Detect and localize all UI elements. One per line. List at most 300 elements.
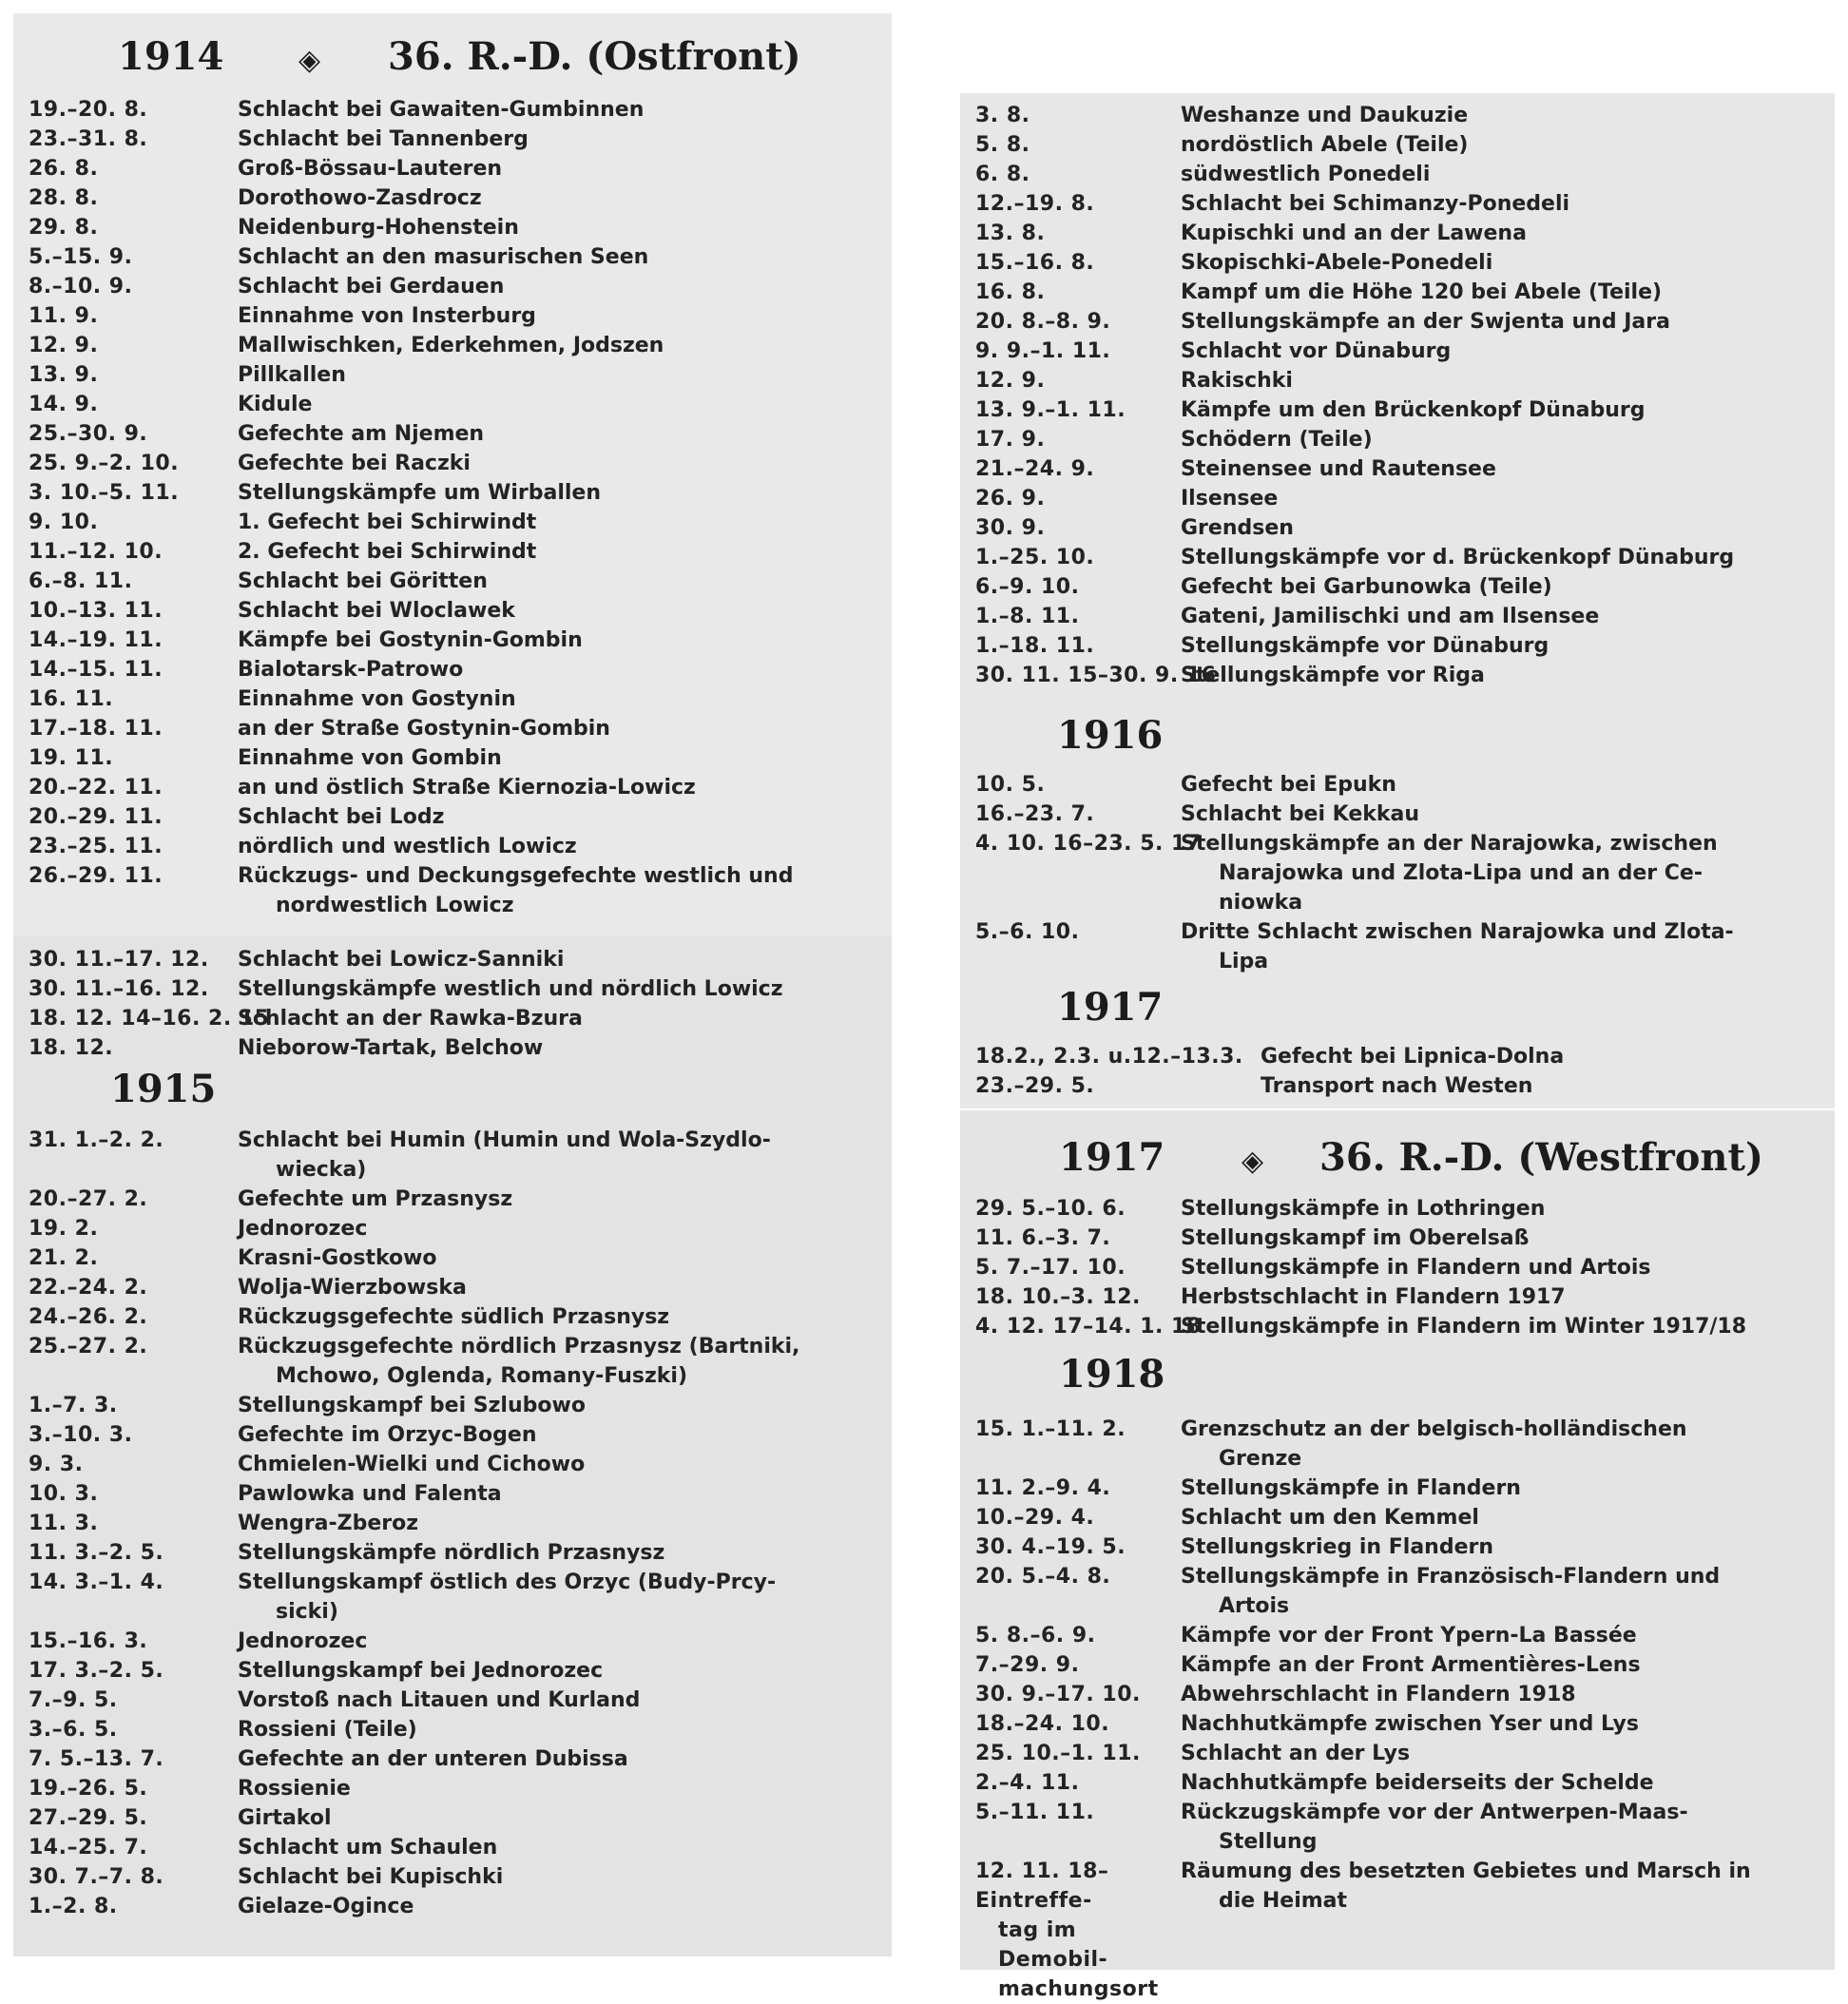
entry-event-text: Gefechte am Njemen: [238, 422, 485, 446]
entry-event: [238, 183, 867, 213]
entry-event: [1181, 425, 1819, 454]
entry-event-text: Stellungskämpfe in Flandern: [1181, 1476, 1521, 1500]
entry-event: [1181, 1650, 1819, 1680]
entry-date: 5.–6. 10.: [975, 920, 1080, 944]
entry-date: 31. 1.–2. 2.: [29, 1128, 164, 1152]
entry-row: [975, 661, 1819, 690]
entry-event-text: Schlacht an der Lys: [1181, 1742, 1411, 1765]
entry-date: 15.–16. 3.: [29, 1629, 148, 1653]
entry-event-text: Wengra-Zberoz: [238, 1512, 419, 1535]
entry-event: [238, 1302, 869, 1332]
entry-event: [1181, 1253, 1819, 1282]
entry-event-text: Girtakol: [238, 1806, 332, 1830]
entry-event: [238, 301, 867, 331]
entry-event: [238, 1273, 869, 1302]
entry-row: [975, 219, 1819, 248]
entry-event: [238, 1656, 869, 1686]
entry-date: 26. 8.: [29, 157, 99, 181]
entry-event-text: Grenzschutz an der belgisch-holländischen: [1181, 1417, 1687, 1441]
entry-date: 19. 2.: [29, 1217, 99, 1241]
entry-date: 28. 8.: [29, 186, 99, 210]
entry-row: [29, 1715, 869, 1744]
entry-event: [238, 272, 867, 301]
entry-event: [238, 449, 867, 478]
entry-event-text: Stellungskämpfe in Französisch-Flandern und: [1181, 1565, 1721, 1589]
entry-event: [238, 1004, 869, 1033]
entry-row: [975, 631, 1819, 661]
year-heading: 1915: [110, 1067, 217, 1111]
entry-event: [1181, 1680, 1819, 1709]
entry-row: [29, 1479, 869, 1509]
entry-event-text: Stellungskämpfe nördlich Przasnysz: [238, 1541, 665, 1565]
entry-list: [29, 1126, 869, 1921]
entry-row: [975, 366, 1819, 395]
entry-row: [29, 125, 867, 154]
entry-row: [29, 1332, 869, 1391]
entry-event: [238, 1243, 869, 1273]
entry-list: [975, 770, 1819, 976]
entry-row: [975, 1768, 1819, 1798]
entry-row: [29, 802, 867, 832]
entry-row: [975, 1562, 1819, 1621]
entry-date: 4. 10. 16–23. 5. 17: [975, 832, 1202, 856]
entry-event: [238, 945, 869, 974]
entry-row: [29, 360, 867, 390]
entry-event: [238, 1862, 869, 1892]
entry-event-continuation: nordwestlich Lowicz: [276, 894, 514, 917]
entry-event-text: Stellungskämpfe vor d. Brückenkopf Dünaburg: [1181, 546, 1735, 569]
entry-event: [238, 832, 867, 861]
entry-event-text: Transport nach Westen: [1261, 1074, 1533, 1098]
entry-row: [29, 945, 869, 974]
entry-row: [975, 395, 1819, 425]
entry-row: [29, 478, 867, 508]
entry-row: [29, 743, 867, 773]
entry-event-text: Gefechte an der unteren Dubissa: [238, 1747, 628, 1771]
entry-row: [975, 1621, 1819, 1650]
entry-event: [1181, 1282, 1819, 1312]
entry-row: [29, 1033, 869, 1063]
entry-date: 5.–11. 11.: [975, 1801, 1095, 1824]
entry-event: [238, 390, 867, 419]
entry-event-text: Schlacht bei Göritten: [238, 569, 488, 593]
entry-date: 11. 3.: [29, 1512, 99, 1535]
entry-event: [238, 1715, 869, 1744]
entry-date: 5.–15. 9.: [29, 245, 133, 269]
entry-row: [975, 1253, 1819, 1282]
entry-event: [1181, 278, 1819, 307]
entry-event-text: Pawlowka und Falenta: [238, 1482, 502, 1506]
entry-row: [29, 301, 867, 331]
entry-row: [29, 449, 867, 478]
entry-event: [1181, 1798, 1819, 1857]
entry-date: 12. 9.: [29, 334, 99, 357]
entry-date: 11.–12. 10.: [29, 540, 164, 564]
entry-date: 11. 2.–9. 4.: [975, 1476, 1111, 1500]
entry-row: [975, 1312, 1819, 1341]
entry-row: [29, 1214, 869, 1243]
entry-event: [1181, 572, 1819, 602]
entry-date: 9. 9.–1. 11.: [975, 339, 1111, 363]
year-heading: 1918: [1059, 1352, 1165, 1397]
entry-row: [29, 272, 867, 301]
entry-date: 10.–29. 4.: [975, 1506, 1095, 1530]
panel-ostfront-1915: [13, 935, 892, 1956]
entry-event: [238, 478, 867, 508]
entry-event: [238, 1774, 869, 1803]
entry-event: [238, 95, 867, 125]
entry-date: 20.–27. 2.: [29, 1187, 148, 1211]
panel-ostfront-1915-1917: [960, 93, 1835, 1108]
entry-event: [1181, 1621, 1819, 1650]
entry-event-text: Jednorozec: [238, 1217, 368, 1241]
entry-row: [29, 95, 867, 125]
diamond-icon: ◈: [1242, 1145, 1264, 1178]
entry-event-text: Schlacht bei Kupischki: [238, 1865, 504, 1889]
entry-date: 23.–31. 8.: [29, 127, 148, 151]
entry-date: 1.–2. 8.: [29, 1895, 118, 1918]
entry-row: [975, 602, 1819, 631]
entry-event: [1181, 1415, 1819, 1474]
entry-date: [975, 1857, 1173, 2004]
entry-event: [238, 1744, 869, 1774]
entry-row: [975, 454, 1819, 484]
entry-event-continuation: Artois: [1219, 1594, 1290, 1618]
entry-event-text: Stellungskämpfe vor Dünaburg: [1181, 634, 1550, 658]
entry-event: [1181, 543, 1819, 572]
entry-list: [975, 1194, 1819, 1341]
entry-row: [29, 1391, 869, 1420]
entry-event-text: Dritte Schlacht zwischen Narajowka und Zlota-: [1181, 920, 1734, 944]
entry-event-text: Kidule: [238, 393, 313, 416]
entry-event: [238, 1391, 869, 1420]
entry-event: [238, 1833, 869, 1862]
entry-event-text: an und östlich Straße Kiernozia-Lowicz: [238, 776, 696, 800]
entry-date: 22.–24. 2.: [29, 1276, 148, 1300]
entry-event-continuation: Grenze: [1219, 1447, 1302, 1471]
entry-event: [1181, 602, 1819, 631]
entry-event-text: Schlacht bei Lodz: [238, 805, 445, 829]
entry-event-text: Kämpfe bei Gostynin-Gombin: [238, 628, 583, 652]
entry-date: 19. 11.: [29, 746, 114, 770]
entry-event-text: Neidenburg-Hohenstein: [238, 216, 519, 240]
entry-event-text: Gielaze-Ogince: [238, 1895, 414, 1918]
entry-date: 18. 12.: [29, 1036, 114, 1060]
entry-date: 30. 7.–7. 8.: [29, 1865, 164, 1889]
entry-row: [975, 1071, 1819, 1101]
entry-row: [29, 154, 867, 183]
entry-date: 14. 3.–1. 4.: [29, 1570, 164, 1594]
entry-event: [1181, 1709, 1819, 1739]
entry-row: [29, 508, 867, 537]
entry-event: [238, 974, 869, 1004]
entry-row: [975, 543, 1819, 572]
entry-event-text: Stellungskampf im Oberelsaß: [1181, 1226, 1530, 1250]
entry-event: [238, 1892, 869, 1921]
entry-event-text: Rakischki: [1181, 369, 1293, 393]
entry-event: [238, 508, 867, 537]
entry-row: [975, 1857, 1819, 2001]
entry-date: 9. 10.: [29, 511, 99, 534]
entry-event: [238, 596, 867, 626]
entry-date: 11. 9.: [29, 304, 99, 328]
entry-date: 6.–8. 11.: [29, 569, 133, 593]
entry-date: 2.–4. 11.: [975, 1771, 1080, 1795]
entry-date: 29. 5.–10. 6.: [975, 1197, 1126, 1221]
entry-date: 13. 9.–1. 11.: [975, 398, 1126, 422]
entry-date: 17. 3.–2. 5.: [29, 1659, 164, 1683]
entry-date: 29. 8.: [29, 216, 99, 240]
entry-date: 3.–10. 3.: [29, 1423, 133, 1447]
entry-event-text: Schlacht um Schaulen: [238, 1836, 498, 1859]
entry-date: 1.–25. 10.: [975, 546, 1095, 569]
entry-event: [1181, 307, 1819, 337]
entry-date: 14.–25. 7.: [29, 1836, 148, 1859]
entry-row: [975, 770, 1819, 800]
entry-row: [29, 183, 867, 213]
entry-event: [238, 537, 867, 567]
entry-row: [29, 1744, 869, 1774]
entry-row: [29, 1892, 869, 1921]
entry-event-text: Skopischki-Abele-Ponedeli: [1181, 251, 1493, 275]
entry-row: [29, 1509, 869, 1538]
entry-row: [29, 1185, 869, 1214]
entry-event-text: Schlacht bei Lowicz-Sanniki: [238, 948, 565, 972]
entry-row: [29, 1420, 869, 1450]
entry-event: [1181, 130, 1819, 160]
entry-date: 17. 9.: [975, 428, 1046, 452]
entry-event-text: Stellungskämpfe in Lothringen: [1181, 1197, 1546, 1221]
entry-event-text: Rossieni (Teile): [238, 1718, 417, 1742]
division-title: 36. R.-D. (Ostfront): [388, 34, 801, 79]
entry-event-text: Stellungskämpfe um Wirballen: [238, 481, 601, 505]
entry-event: [1181, 1739, 1819, 1768]
entry-event-text: Ilsensee: [1181, 487, 1279, 511]
entry-event-text: Pillkallen: [238, 363, 346, 387]
entry-date: 23.–25. 11.: [29, 835, 164, 858]
entry-event: [238, 802, 867, 832]
entry-date: 8.–10. 9.: [29, 275, 133, 299]
entry-event: [238, 331, 867, 360]
entry-event-text: Gefecht bei Lipnica-Dolna: [1261, 1045, 1565, 1069]
entry-event: [238, 1185, 869, 1214]
entry-event: [238, 684, 867, 714]
entry-row: [29, 1302, 869, 1332]
entry-row: [975, 1474, 1819, 1503]
entry-event-text: Nachhutkämpfe zwischen Yser und Lys: [1181, 1712, 1639, 1736]
entry-row: [29, 537, 867, 567]
year-heading: 1916: [1057, 713, 1164, 758]
entry-date: 10. 3.: [29, 1482, 99, 1506]
entry-event: [1181, 513, 1819, 543]
entry-row: [975, 513, 1819, 543]
entry-row: [29, 773, 867, 802]
entry-event-text: Kämpfe an der Front Armentières-Lens: [1181, 1653, 1641, 1677]
entry-event: [1181, 1532, 1819, 1562]
entry-date: 11. 6.–3. 7.: [975, 1226, 1111, 1250]
entry-event-text: nordöstlich Abele (Teile): [1181, 133, 1469, 157]
entry-event: [1181, 484, 1819, 513]
entry-date: 30. 11.–16. 12.: [29, 977, 209, 1001]
entry-row: [975, 829, 1819, 917]
entry-row: [29, 832, 867, 861]
entry-event-text: Schlacht bei Gawaiten-Gumbinnen: [238, 98, 645, 122]
panel-ostfront-1914: [13, 13, 892, 935]
entry-event: [238, 1803, 869, 1833]
entry-event: [1261, 1042, 1819, 1071]
entry-date: 17.–18. 11.: [29, 717, 164, 741]
entry-event-text: Mallwischken, Ederkehmen, Jodszen: [238, 334, 664, 357]
entry-date: 26. 9.: [975, 487, 1046, 511]
entry-event: [1181, 631, 1819, 661]
entry-list: [29, 95, 867, 920]
entry-row: [975, 917, 1819, 976]
entry-event-text: Schlacht bei Kekkau: [1181, 802, 1420, 826]
entry-event: [1181, 189, 1819, 219]
entry-date: 14.–19. 11.: [29, 628, 164, 652]
entry-event: [238, 1450, 869, 1479]
entry-row: [29, 974, 869, 1004]
entry-row: [29, 626, 867, 655]
entry-event-text: Krasni-Gostkowo: [238, 1246, 437, 1270]
entry-row: [975, 1042, 1819, 1071]
entry-event: [1181, 829, 1819, 917]
entry-event-text: Stellungskämpfe in Flandern im Winter 1917/18: [1181, 1315, 1747, 1339]
entry-date: 16.–23. 7.: [975, 802, 1095, 826]
entry-row: [975, 1224, 1819, 1253]
entry-date: 14. 9.: [29, 393, 99, 416]
entry-date: 4. 12. 17–14. 1. 18: [975, 1315, 1202, 1339]
entry-date: 7.–29. 9.: [975, 1653, 1080, 1677]
entry-event: [1181, 1224, 1819, 1253]
entry-date: 20. 8.–8. 9.: [975, 310, 1111, 334]
entry-event-text: Stellungskampf bei Szlubowo: [238, 1394, 586, 1417]
entry-date: 16. 11.: [29, 687, 114, 711]
entry-row: [975, 278, 1819, 307]
diamond-icon: ◈: [298, 44, 321, 77]
entry-row: [29, 1450, 869, 1479]
entry-date: 5. 8.: [975, 133, 1030, 157]
entry-date: 13. 9.: [29, 363, 99, 387]
year-heading: 1917: [1059, 1135, 1165, 1180]
entry-event: [238, 861, 867, 920]
entry-date: 30. 4.–19. 5.: [975, 1535, 1126, 1559]
entry-date-line: tag im Demobil-: [998, 1918, 1108, 1972]
entry-event-text: südwestlich Ponedeli: [1181, 163, 1431, 186]
entry-row: [29, 1656, 869, 1686]
entry-row: [29, 242, 867, 272]
entry-event-text: Vorstoß nach Litauen und Kurland: [238, 1688, 641, 1712]
entry-row: [975, 189, 1819, 219]
entry-event-text: Stellungskämpfe in Flandern und Artois: [1181, 1256, 1651, 1280]
entry-row: [975, 307, 1819, 337]
entry-date: 7.–9. 5.: [29, 1688, 118, 1712]
entry-event-text: Schlacht bei Gerdauen: [238, 275, 505, 299]
entry-event-text: Schlacht um den Kemmel: [1181, 1506, 1479, 1530]
entry-event: [238, 1420, 869, 1450]
entry-date: 18. 12. 14–16. 2. 15: [29, 1007, 270, 1031]
entry-event-text: Stellungskämpfe westlich und nördlich Lowicz: [238, 977, 783, 1001]
entry-event-text: Kampf um die Höhe 120 bei Abele (Teile): [1181, 280, 1663, 304]
entry-event-text: Einnahme von Gombin: [238, 746, 502, 770]
entry-event-text: Schlacht bei Humin (Humin und Wola-Szydlo-: [238, 1128, 771, 1152]
entry-date: 5. 7.–17. 10.: [975, 1256, 1126, 1280]
entry-date: 3. 10.–5. 11.: [29, 481, 180, 505]
entry-event-text: Schlacht an der Rawka-Bzura: [238, 1007, 583, 1031]
entry-event: [1181, 1312, 1819, 1341]
entry-event: [238, 1686, 869, 1715]
entry-event-text: Stellungskämpfe an der Swjenta und Jara: [1181, 310, 1670, 334]
entry-date: 25. 10.–1. 11.: [975, 1742, 1141, 1765]
entry-event-text: Gefecht bei Epukn: [1181, 773, 1396, 797]
entry-event: [238, 1126, 869, 1185]
entry-event-continuation: sicki): [276, 1600, 338, 1624]
entry-event: [238, 1568, 869, 1627]
entry-event: [1181, 1503, 1819, 1532]
entry-event-text: Gefecht bei Garbunowka (Teile): [1181, 575, 1552, 599]
entry-row: [29, 213, 867, 242]
entry-date-line: 12. 11. 18–Eintreffe-: [975, 1859, 1109, 1913]
entry-date: 21.–24. 9.: [975, 457, 1095, 481]
entry-event-text: Kämpfe vor der Front Ypern-La Bassée: [1181, 1624, 1637, 1648]
entry-event: [1181, 337, 1819, 366]
entry-event-text: Kupischki und an der Lawena: [1181, 222, 1527, 245]
entry-event: [238, 242, 867, 272]
entry-date: 16. 8.: [975, 280, 1046, 304]
entry-event: [238, 360, 867, 390]
entry-date: 6. 8.: [975, 163, 1030, 186]
entry-event-continuation: niowka: [1219, 891, 1303, 915]
entry-date: 5. 8.–6. 9.: [975, 1624, 1096, 1648]
entry-row: [975, 101, 1819, 130]
entry-event: [238, 213, 867, 242]
entry-event: [238, 567, 867, 596]
entry-event-continuation: wiecka): [276, 1158, 367, 1182]
entry-row: [975, 1503, 1819, 1532]
entry-row: [29, 390, 867, 419]
entry-row: [29, 1833, 869, 1862]
entry-row: [29, 714, 867, 743]
entry-event: [1181, 395, 1819, 425]
entry-row: [975, 1194, 1819, 1224]
entry-event-text: Abwehrschlacht in Flandern 1918: [1181, 1683, 1576, 1706]
entry-date: 1.–7. 3.: [29, 1394, 118, 1417]
entry-event: [238, 1627, 869, 1656]
entry-event: [1181, 1194, 1819, 1224]
entry-event: [1181, 1474, 1819, 1503]
entry-row: [29, 1627, 869, 1656]
year-heading: 1917: [1057, 985, 1164, 1030]
entry-date: 3. 8.: [975, 104, 1030, 127]
entry-row: [29, 1004, 869, 1033]
entry-date: 15. 1.–11. 2.: [975, 1417, 1126, 1441]
entry-event: [238, 1332, 869, 1391]
entry-date: 14.–15. 11.: [29, 658, 164, 682]
entry-list: [975, 1415, 1819, 2001]
entry-event: [1181, 770, 1819, 800]
entry-date: 12. 9.: [975, 369, 1046, 393]
entry-event: [1181, 160, 1819, 189]
entry-row: [975, 1415, 1819, 1474]
entry-date: 30. 11. 15–30. 9. 16: [975, 664, 1217, 687]
entry-event-text: Stellungskämpfe vor Riga: [1181, 664, 1485, 687]
entry-row: [975, 337, 1819, 366]
entry-event: [1181, 366, 1819, 395]
entry-event: [1181, 917, 1819, 976]
entry-row: [975, 1798, 1819, 1857]
entry-row: [975, 1282, 1819, 1312]
entry-event: [238, 125, 867, 154]
